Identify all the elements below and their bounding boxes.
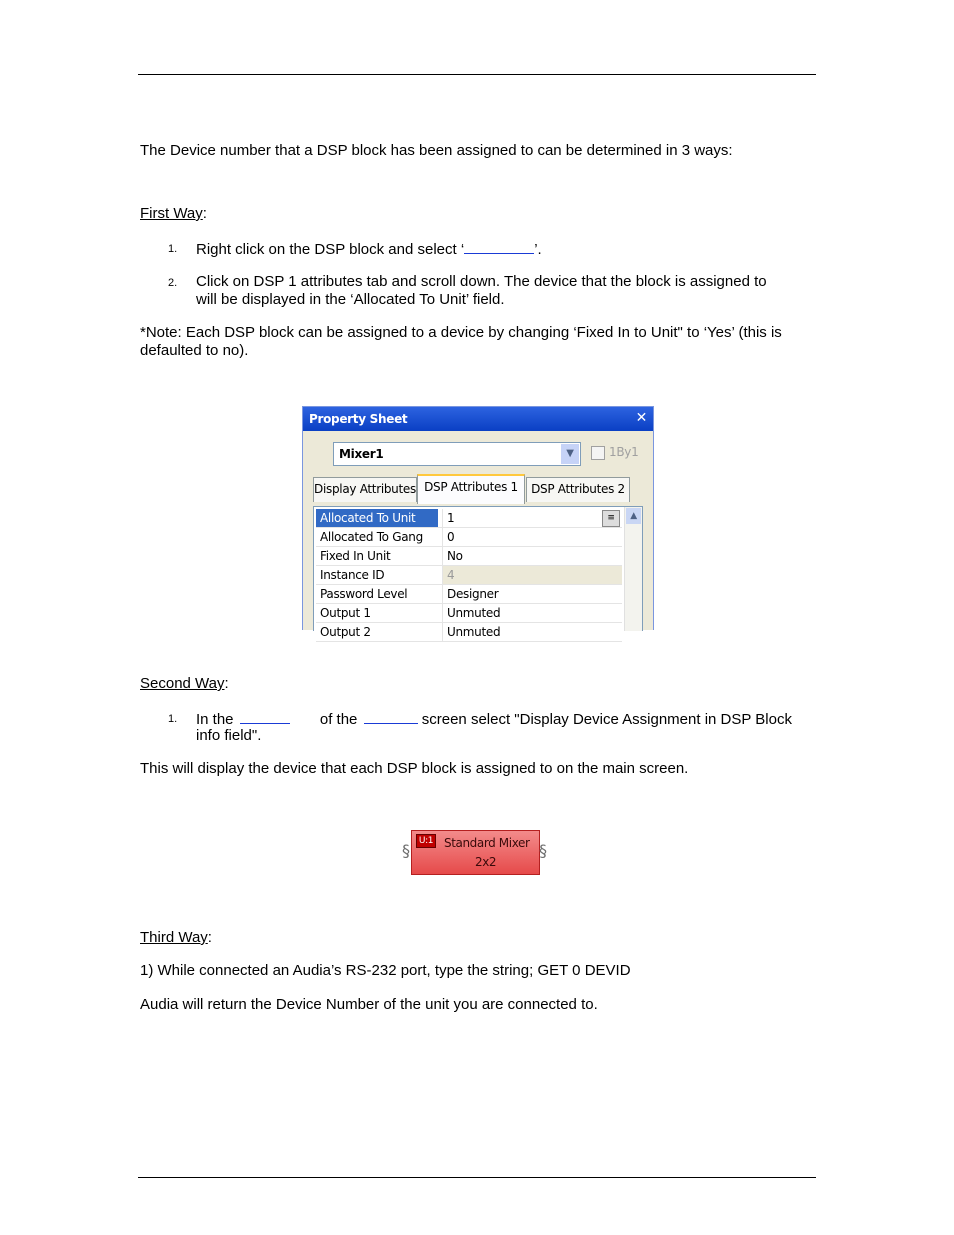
tab-dsp-attributes-2[interactable]: DSP Attributes 2 [526,477,630,502]
input-connector-icon: § [402,841,410,860]
second-way-heading: Second Way: [140,675,229,692]
property-sheet-title: Property Sheet [309,412,408,426]
grid-row-value: 4 [442,566,622,584]
grid-row-value[interactable]: Unmuted [442,623,622,641]
grid-row-password-level[interactable] [316,585,622,604]
screen-link-placeholder[interactable] [364,709,418,724]
first-way-step-2-line-2: will be displayed in the ‘Allocated To Unit’ field. [196,291,505,308]
second-way-result: This will display the device that each DSP block is assigned to on the main screen. [140,760,689,777]
first-way-heading-text: First Way [140,205,203,222]
third-way-heading-text: Third Way [140,929,208,946]
second-way-step-b: of the [319,711,358,728]
grid-row-key: Allocated To Unit [316,509,438,527]
first-way-step-2-number: 2. [168,277,178,289]
grid-row-allocated-to-unit[interactable] [316,509,622,528]
mixer-block-name: Standard Mixer [444,836,530,850]
standard-mixer-block[interactable] [411,830,540,875]
grid-row-fixed-in-unit[interactable] [316,547,622,566]
grid-row-value-text: 1 [447,511,455,525]
grid-row-key: Output 2 [320,625,371,639]
close-icon[interactable]: ✕ [635,410,647,426]
first-way-step-1-number: 1. [168,243,178,255]
grid-row-key: Instance ID [320,568,385,582]
tab-dsp-attributes-1[interactable]: DSP Attributes 1 [417,474,525,504]
attributes-grid [313,506,643,639]
second-way-step-c: screen select "Display Device Assignment in DSP Block [421,711,792,728]
grid-row-value[interactable]: No [442,547,622,565]
menu-link-placeholder[interactable] [240,709,290,724]
grid-row-value[interactable]: 0 [442,528,622,546]
step-1-text: Right click on the DSP block and select ‘ [196,241,465,258]
mixer-block-size: 2x2 [475,855,497,869]
grid-row-key: Allocated To Gang [320,530,423,544]
header-rule [138,74,816,75]
third-way-result: Audia will return the Device Number of the unit you are connected to. [140,996,598,1013]
property-sheet-titlebar [303,407,653,431]
device-id-badge: U:1 [416,834,436,848]
second-way-step-line-2: info field". [196,727,262,744]
one-by-one-checkbox[interactable] [591,446,605,460]
grid-row-value[interactable]: Unmuted [442,604,622,622]
edit-icon[interactable]: ≡ [602,510,620,527]
second-way-step-a: In the [196,711,234,728]
grid-scrollbar[interactable] [624,507,642,631]
second-way-heading-text: Second Way [140,675,225,692]
grid-row-output-2[interactable] [316,623,622,642]
grid-row-output-1[interactable] [316,604,622,623]
block-select-dropdown[interactable] [333,442,581,466]
tab-display-attributes[interactable]: Display Attributes [313,477,417,502]
note-line-1: *Note: Each DSP block can be assigned to a device by changing ‘Fixed In to Unit" to ‘Yes’ (this is [140,324,782,341]
second-way-step-number: 1. [168,713,178,725]
output-connector-icon: § [539,841,547,860]
grid-row-key: Password Level [320,587,408,601]
third-way-heading: Third Way: [140,929,212,946]
grid-row-key: Fixed In Unit [320,549,391,563]
first-way-step-1 [196,239,542,259]
grid-row-allocated-to-gang[interactable] [316,528,622,547]
first-way-heading: First Way: [140,205,207,222]
chevron-down-icon[interactable]: ▼ [561,444,579,464]
note-line-2: defaulted to no). [140,342,249,359]
step-1-end: ’. [534,241,542,258]
menu-item-link-placeholder[interactable] [464,239,534,254]
grid-row-key: Output 1 [320,606,371,620]
grid-row-instance-id[interactable] [316,566,622,585]
footer-rule [138,1177,816,1178]
third-way-step: 1) While connected an Audia’s RS-232 port, type the string; GET 0 DEVID [140,962,631,979]
first-way-step-2-line-1: Click on DSP 1 attributes tab and scroll down. The device that the block is assigned to [196,273,767,290]
block-select-value: Mixer1 [339,447,384,461]
property-sheet-window [302,406,654,639]
grid-row-value[interactable] [442,509,622,527]
intro-paragraph: The Device number that a DSP block has been assigned to can be determined in 3 ways: [140,142,733,159]
grid-row-value[interactable]: Designer [442,585,622,603]
scroll-up-icon[interactable]: ▲ [626,508,641,524]
one-by-one-label: 1By1 [609,445,639,459]
second-way-step-line-1 [196,709,792,729]
